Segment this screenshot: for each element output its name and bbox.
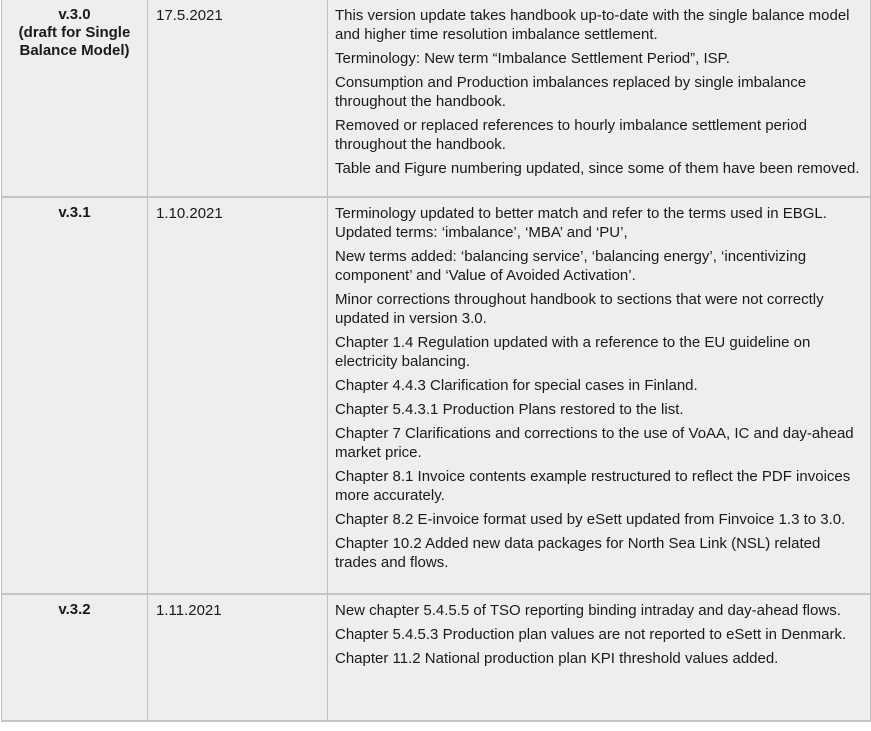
release-date: 1.10.2021 <box>156 205 223 222</box>
release-date: 17.5.2021 <box>156 7 223 24</box>
change-item: Chapter 5.4.5.3 Production plan values are not reported to eSett in Denmark. <box>335 626 847 643</box>
changes-cell <box>328 197 871 594</box>
change-item: Chapter 4.4.3 Clarification for special cases in Finland. <box>335 377 698 394</box>
change-item: New terms added: ‘balancing service’, ‘balancing energy’, ‘incentivizing component’ and ‘Value of Avoided Activation’. <box>335 248 807 284</box>
change-item: Chapter 8.2 E-invoice format used by eSett updated from Finvoice 1.3 to 3.0. <box>335 511 846 528</box>
change-item: Chapter 1.4 Regulation updated with a reference to the EU guideline on electricity balancing. <box>335 334 811 370</box>
table-row <box>2 197 871 594</box>
date-cell <box>148 197 328 594</box>
table-row <box>2 0 871 197</box>
change-item: Minor corrections throughout handbook to sections that were not correctly updated in version 3.0. <box>335 291 824 327</box>
version-cell <box>2 0 148 197</box>
change-item: Chapter 11.2 National production plan KPI threshold values added. <box>335 650 779 667</box>
change-item: Table and Figure numbering updated, since some of them have been removed. <box>335 160 860 177</box>
version-number: v.3.0 <box>58 6 91 23</box>
change-item: Chapter 10.2 Added new data packages for North Sea Link (NSL) related trades and flows. <box>335 535 821 571</box>
version-note: (draft for Single Balance Model) <box>18 24 131 59</box>
release-date: 1.11.2021 <box>156 602 222 619</box>
version-number: v.3.1 <box>58 204 91 221</box>
changes-cell <box>328 594 871 721</box>
change-item: Consumption and Production imbalances replaced by single imbalance throughout the handbook. <box>335 74 807 110</box>
version-number: v.3.2 <box>58 601 91 618</box>
change-item: Terminology: New term “Imbalance Settlement Period”, ISP. <box>335 50 730 67</box>
change-item: This version update takes handbook up-to-date with the single balance model and higher time resolution imbalance settlement. <box>335 7 850 43</box>
changes-cell <box>328 0 871 197</box>
table-row <box>2 594 871 721</box>
change-item: Removed or replaced references to hourly imbalance settlement period throughout the handbook. <box>335 117 807 153</box>
version-cell <box>2 197 148 594</box>
change-item: New chapter 5.4.5.5 of TSO reporting binding intraday and day-ahead flows. <box>335 602 841 619</box>
version-history-table <box>1 0 871 722</box>
version-cell <box>2 594 148 721</box>
change-item: Terminology updated to better match and refer to the terms used in EBGL. Updated terms: ‘imbalance’, ‘MBA’ and ‘PU’, <box>335 205 827 241</box>
date-cell <box>148 0 328 197</box>
date-cell <box>148 594 328 721</box>
change-item: Chapter 7 Clarifications and corrections to the use of VoAA, IC and day-ahead market price. <box>335 425 854 461</box>
change-item: Chapter 5.4.3.1 Production Plans restored to the list. <box>335 401 684 418</box>
change-item: Chapter 8.1 Invoice contents example restructured to reflect the PDF invoices more accurately. <box>335 468 851 504</box>
